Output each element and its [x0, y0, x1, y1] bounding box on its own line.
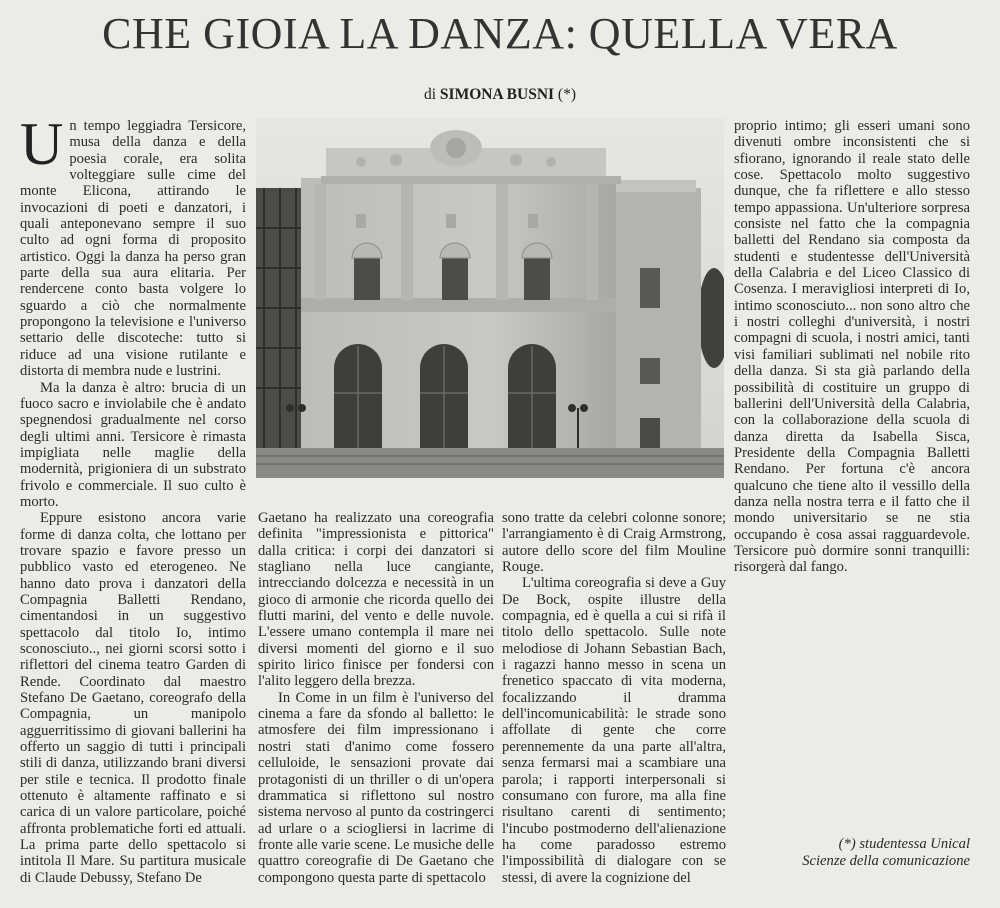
article-column-3 [502, 510, 726, 890]
article-column-2 [258, 510, 494, 890]
paragraph-4-continued: sono tratte da celebri colonne sonore; l'arrangiamento è di Craig Armstrong, autore dello score del film Mouline Rouge. [502, 510, 726, 576]
article-column-1 [20, 118, 246, 898]
paragraph-5: L'ultima coreografia si deve a Guy De Bock, ospite illustre della compagnia, ed è quella a cui si rifà il titolo dello spettacolo. Sulle note melodiose di Johann Sebastian Bach, i ragazzi hanno messo in scena un frenetico spaccato di vita moderna, focalizzando il dramma dell'incomunicabilità: le strade sono affollate di gente che corre perennemente da una parte all'altra, senza fermarsi mai a scambiare una parola; i rapporti interpersonali si consumano con furore, ma alla fine risultano carenti di sentimento; l'incubo postmoderno dell'alienazione ha come paradosso estremo l'impossibilità di dialogare con se stessi, di avere la cognizione del [502, 575, 726, 886]
paragraph-3: Eppure esistono ancora varie forme di danza colta, che lottano per trovare spazio e favore presso un pubblico vasto ed eterogeneo. Ne hanno dato prova i danzatori della Compagnia Balletti Rendano, cimentandosi in un suggestivo spettacolo dal titolo Io, intimo sconosciuto.., nei giorni scorsi sotto i riflettori del cinema teatro Garden di Rende. Coordinato dal maestro Stefano De Gaetano, coreografo della Compagnia, un manipolo agguerritissimo di giovani ballerini ha offerto un saggio di tutti i principali stili di danza, utilizzando brani diversi per stile e tecnica. Il prodotto finale ottenuto è altamente raffinato e si carica di un valore particolare, poiché affronta problematiche forti ed attuali. La prima parte dello spettacolo si intitola Il Mare. Su partitura musicale di Claude Debussy, Stefano De [20, 510, 246, 886]
theatre-photo [256, 118, 724, 478]
headline: CHE GIOIA LA DANZA: QUELLA VERA [102, 9, 898, 58]
byline [0, 86, 1000, 104]
byline-mark: (*) [557, 86, 576, 103]
author-note-line-1: (*) studentessa Unical [838, 836, 970, 852]
author-note [734, 836, 970, 870]
article-column-4 [734, 118, 970, 836]
paragraph-1 [20, 118, 246, 380]
byline-prefix: di [423, 86, 437, 103]
paragraph-3-continued: Gaetano ha realizzato una coreografia definita "impressionista e pittorica" dalla critica: i corpi dei danzatori si stagliano nella luce cangiante, intrecciando dolcezza e necessità in un gioco di armonie che ricorda quello dei flutti marini, del vento e delle nuvole. L'essere umano contempla il mare nei diversi momenti del giorno e il suo spirito lirico finisce per fondersi con l'alito leggero della brezza. [258, 510, 494, 690]
byline-author: SIMONA BUSNI [439, 86, 555, 103]
paragraph-2: Ma la danza è altro: brucia di un fuoco sacro e inviolabile che è andato spegnendosi gradualmente nel corso degli ultimi anni. Tersicore è rimasta impigliata nelle maglie della modernità, prigioniera di un substrato frivolo e commerciale. Il suo culto è morto. [20, 379, 246, 510]
drop-cap: U [20, 118, 64, 177]
paragraph-1-text: n tempo leggiadra Tersicore, musa della danza e della poesia corale, era solita volteggiare sulle cime del monte Elicona, attirando le invocazioni di poeti e danzatori, i quali anteponevano sempre il suo culto ad ogni forma di proposito artistico. Oggi la danza ha perso gran parte della sua aura elitaria. Per rendercene conto basta volgere lo sguardo a ciò che normalmente propongono la televisione e l'universo settario delle discoteche: tutto si riduce ad una visione rutilante e distorta di membra nude e lustrini. [20, 118, 246, 380]
paragraph-4: In Come in un film è l'universo del cinema a fare da sfondo al balletto: le atmosfere dei film impressionano i nostri stati d'animo come fossero celluloide, le sensazioni provate dai protagonisti di un thriller o di un'opera drammatica si riflettono sul nostro sistema nervoso al punto da costringerci ad urlare o a sciogliersi in lacrime di fronte alle varie scene. Le musiche delle quattro coreografie di De Gaetano che compongono questa parte di spettacolo [258, 689, 494, 886]
author-note-line-2: Scienze della comunicazione [802, 853, 970, 869]
paragraph-5-continued: proprio intimo; gli esseri umani sono divenuti ombre inconsistenti che si sfiorano, ignorando il reale stato delle cose. Spettacolo molto suggestivo dunque, che fa riflettere e allo stesso tempo appassiona. Un'ulteriore sorpresa consiste nel fatto che la compagnia balletti del Rendano sia composta da studenti e studentesse dell'Università della Calabria e del Liceo Classico di Cosenza. I meravigliosi interpreti di Io, intimo sconosciuto... non sono altro che i nostri colleghi d'università, i nostri compagni di scuola, i nostri amici, tanti visi familiari sublimati nel nobile rito della danza. Si sta già parlando della possibilità di costituire un gruppo di ballerini dell'Università della Calabria, con la collaborazione della scuola di danza diretta da Isabella Sisca, Presidente della Compagnia Balletti Rendano. Per fortuna c'è ancora qualcuno che tiene alto il vessillo della danza nella nostra terra e il fatto che il mondo universitario se ne stia occupando è cosa assai ragguardevole. Tersicore può dormire sonni tranquilli: risorgerà dal fango. [734, 118, 970, 576]
